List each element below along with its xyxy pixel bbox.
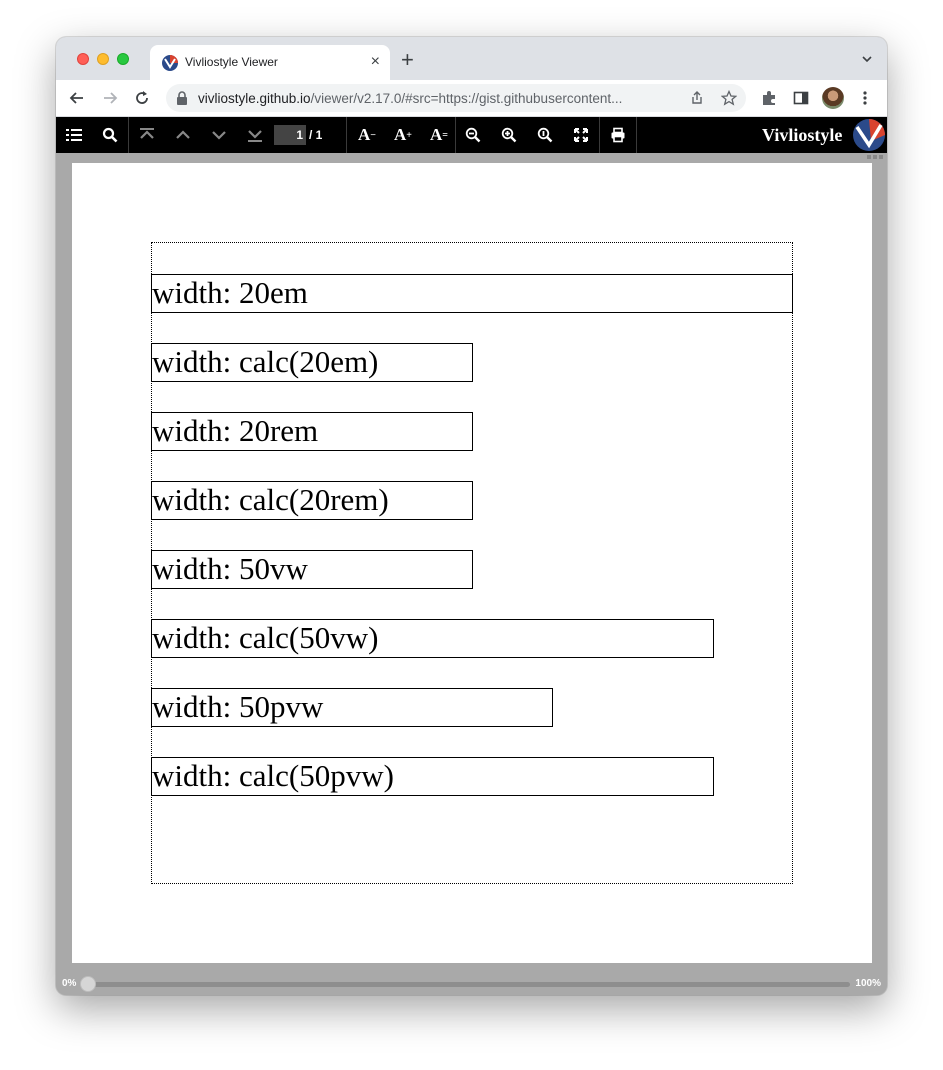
document-viewport[interactable] (56, 153, 887, 969)
side-panel-icon[interactable] (792, 89, 810, 107)
width-demo-box (151, 481, 473, 520)
address-bar[interactable] (166, 84, 746, 112)
width-demo-label: width: calc(20rem) (152, 482, 389, 517)
next-page-button[interactable] (202, 117, 236, 153)
zoom-actual-size-icon (537, 127, 553, 143)
vivliostyle-toolbar (56, 117, 887, 153)
progress-track[interactable] (82, 982, 850, 987)
tab-vivliostyle-viewer[interactable] (150, 45, 390, 80)
tab-close-icon[interactable]: × (370, 53, 380, 70)
list-icon (65, 127, 83, 143)
page-total-label: / 1 (309, 128, 323, 142)
extensions-puzzle-icon[interactable] (760, 89, 778, 107)
url-text (198, 91, 678, 106)
tab-title: Vivliostyle Viewer (185, 55, 278, 69)
first-page-button[interactable] (130, 117, 164, 153)
search-icon (102, 127, 118, 143)
url-host: vivliostyle.github.io (198, 91, 311, 106)
expand-icon (573, 127, 589, 143)
print-button[interactable] (601, 117, 635, 153)
tab-search-chevron-icon[interactable] (861, 53, 873, 65)
printer-icon (610, 127, 626, 143)
vivliostyle-logo-icon (853, 119, 885, 151)
vivliostyle-brand: Vivliostyle (762, 125, 843, 145)
minus-icon: − (370, 129, 376, 141)
toolbar-separator (346, 117, 347, 153)
lock-icon (176, 91, 188, 105)
browser-window (56, 37, 887, 995)
browser-toolbar (56, 80, 887, 117)
zoom-in-icon (501, 127, 517, 143)
toolbar-separator (636, 117, 637, 153)
page-progress-bar (56, 973, 887, 995)
font-increase-glyph: A (394, 125, 407, 144)
search-button[interactable] (94, 117, 126, 153)
page-content-area (151, 242, 793, 884)
bookmark-star-icon[interactable] (721, 90, 737, 106)
width-demo-box (151, 343, 473, 382)
share-icon[interactable] (689, 90, 705, 106)
table-of-contents-button[interactable] (58, 117, 90, 153)
tab-strip (56, 37, 887, 80)
chevron-down-icon (210, 127, 228, 143)
resize-handle-icon[interactable] (867, 155, 883, 159)
plus-icon: + (406, 129, 412, 141)
width-demo-label: width: 50pvw (152, 689, 324, 724)
toolbar-separator (128, 117, 129, 153)
toolbar-separator (599, 117, 600, 153)
page-number-input[interactable]: 1 (274, 125, 306, 145)
width-demo-box (151, 274, 793, 313)
width-demo-label: width: calc(50pvw) (152, 758, 394, 793)
actual-size-button[interactable] (528, 117, 562, 153)
width-demo-box (151, 688, 553, 727)
font-decrease-glyph: A (358, 125, 371, 144)
width-demo-label: width: calc(20em) (152, 344, 379, 379)
zoom-window-button[interactable] (117, 53, 129, 65)
zoom-in-button[interactable] (492, 117, 526, 153)
font-size-decrease-button[interactable] (350, 117, 384, 153)
progress-start-label: 0% (62, 978, 77, 989)
zoom-out-icon (465, 127, 481, 143)
width-demo-box (151, 619, 714, 658)
zoom-out-button[interactable] (456, 117, 490, 153)
back-arrow-icon[interactable] (68, 89, 86, 107)
width-demo-box (151, 412, 473, 451)
reload-icon[interactable] (133, 89, 151, 107)
last-page-icon (246, 127, 264, 143)
font-size-default-button[interactable] (422, 117, 456, 153)
fit-to-screen-button[interactable] (564, 117, 598, 153)
width-demo-label: width: 20rem (152, 413, 319, 448)
minimize-window-button[interactable] (97, 53, 109, 65)
progress-slider-thumb[interactable] (80, 976, 96, 992)
width-demo-box (151, 757, 714, 796)
last-page-button[interactable] (238, 117, 272, 153)
width-demo-label: width: 20em (152, 275, 308, 310)
font-size-increase-button[interactable] (386, 117, 420, 153)
width-demo-label: width: 50vw (152, 551, 308, 586)
new-tab-button[interactable]: + (401, 47, 414, 72)
profile-avatar[interactable] (822, 87, 844, 109)
first-page-icon (138, 127, 156, 143)
width-demo-label: width: calc(50vw) (152, 620, 379, 655)
equals-icon: = (442, 129, 448, 141)
url-path: /viewer/v2.17.0/#src=https://gist.githubusercontent... (310, 91, 623, 106)
browser-menu-icon[interactable] (856, 89, 874, 107)
font-default-glyph: A (430, 125, 443, 144)
document-page (72, 163, 872, 963)
chevron-up-icon (174, 127, 192, 143)
forward-arrow-icon[interactable] (101, 89, 119, 107)
progress-end-label: 100% (855, 978, 881, 989)
previous-page-button[interactable] (166, 117, 200, 153)
width-demo-box (151, 550, 473, 589)
close-window-button[interactable] (77, 53, 89, 65)
vivliostyle-favicon-icon (162, 55, 178, 71)
